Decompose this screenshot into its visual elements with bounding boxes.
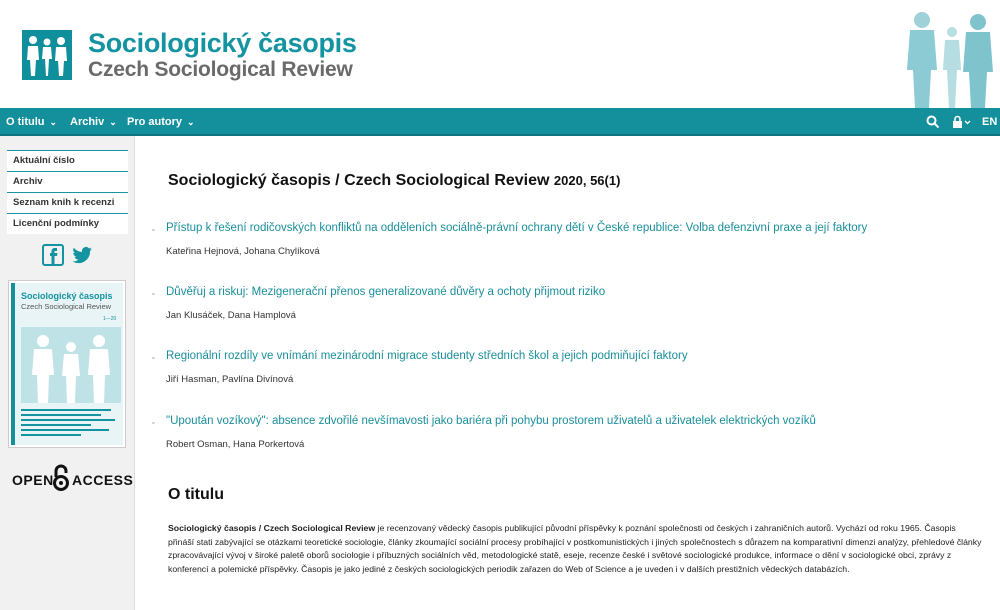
article-title-link[interactable]: Regionální rozdíly ve vnímání mezinárodní migrace studenty středních škol a jejich podmiňující faktory	[166, 350, 688, 362]
site-subtitle[interactable]: Czech Sociological Review	[88, 58, 353, 81]
chevron-down-icon: ⌄	[49, 117, 58, 127]
nav-item-label: Archiv	[70, 116, 105, 128]
chevron-down-icon[interactable]: ⌄	[150, 352, 157, 361]
article-authors: Robert Osman, Hana Porkertová	[166, 439, 305, 450]
open-access-right-text: ACCESS	[72, 472, 134, 488]
nav-item-label: Pro autory	[127, 116, 183, 128]
sidebar-item-aktualni-cislo[interactable]: Aktuální číslo	[7, 150, 128, 171]
about-body: je recenzovaný vědecký časopis publikující původní příspěvky k poznání společnosti od českých i zahraničních autorů. Vychází od roku 1965. Časopis přináší stati zabývající se otázkami teoretické sociologie, články zkoumající sociální procesy probíhající v postkomunistických i jiných společnostech s důrazem na komparativní dimenzi analýzy, přehledové články zpracovávající vývoj v široké paletě oborů sociologie i příbuzných sociálních věd, metodologické statě, eseje, recenze české i světové sociologické produkce, informace o dění v sociologické obci, zprávy z konferencí a polemické příspěvky. Časopis je jako jediné z českých sociologických periodik zařazen do Web of Science a je uveden i v dalších prestižních vědeckých databázích.	[168, 523, 982, 574]
cover-contents-text	[21, 409, 121, 441]
chevron-down-icon[interactable]: ⌄	[150, 288, 157, 297]
sidebar-item-archiv[interactable]: Archiv	[7, 171, 128, 192]
cover-page	[11, 283, 123, 445]
lock-icon[interactable]	[952, 108, 972, 136]
main-navigation	[0, 108, 1000, 136]
nav-item-archiv[interactable]	[70, 108, 117, 136]
article-title-link[interactable]: Důvěřuj a riskuj: Mezigenerační přenos generalizované důvěry a ochoty přijmout riziko	[166, 286, 606, 298]
chevron-down-icon[interactable]: ⌄	[150, 224, 157, 233]
sidebar-menu	[7, 150, 128, 234]
article-title-link[interactable]: Přístup k řešení rodičovských konfliktů na odděleních sociálně-právní ochrany dětí v České republice: Volba defenzivní praxe a její faktory	[166, 222, 868, 234]
search-icon[interactable]	[926, 108, 940, 136]
article-authors: Jiří Hasman, Pavlína Divínová	[166, 374, 294, 385]
site-header	[0, 0, 1000, 108]
current-issue-cover[interactable]	[8, 280, 126, 448]
about-description	[168, 522, 983, 576]
sidebar	[0, 136, 135, 610]
cover-title: Sociologický časopis	[21, 291, 113, 301]
cover-subtitle: Czech Sociological Review	[21, 302, 112, 311]
nav-item-label: O titulu	[6, 116, 45, 128]
sidebar-item-seznam-knih[interactable]: Seznam knih k recenzi	[7, 192, 128, 213]
logo-icon[interactable]	[22, 30, 72, 80]
twitter-icon[interactable]	[72, 247, 92, 263]
main-content	[148, 136, 988, 610]
cover-issue-number: 1—20	[103, 316, 117, 322]
nav-item-pro-autory[interactable]	[127, 108, 195, 136]
about-journal-name: Sociologický časopis / Czech Sociological Review	[168, 523, 376, 533]
chevron-down-icon: ⌄	[187, 117, 195, 127]
issue-heading	[168, 172, 620, 190]
open-lock-icon	[52, 464, 70, 492]
cover-figures-illustration	[21, 327, 121, 403]
chevron-down-icon[interactable]: ⌄	[150, 417, 157, 426]
article-authors: Jan Klusáček, Dana Hamplová	[166, 310, 296, 321]
facebook-icon[interactable]	[43, 245, 63, 265]
sidebar-item-licencni-podminky[interactable]: Licenční podmínky	[7, 213, 128, 234]
issue-title: Sociologický časopis / Czech Sociological Review	[168, 172, 550, 189]
language-switch[interactable]: EN	[982, 116, 998, 128]
chevron-down-icon: ⌄	[109, 117, 117, 127]
site-title[interactable]: Sociologický časopis	[88, 28, 357, 58]
social-links	[42, 244, 94, 268]
about-heading: O titulu	[168, 486, 224, 503]
header-figures-illustration	[900, 0, 1000, 108]
open-access-left-text: OPEN	[12, 472, 54, 488]
nav-item-o-titulu[interactable]	[6, 108, 57, 136]
issue-volume: 2020, 56(1)	[553, 173, 621, 188]
article-authors: Kateřina Hejnová, Johana Chylíková	[166, 246, 320, 257]
open-access-logo	[12, 464, 134, 494]
article-title-link[interactable]: "Upoután vozíkový": absence zdvořilé nevšímavosti jako bariéra při pohybu prostorem uživatelů a uživatelek elektrických vozíků	[166, 415, 816, 427]
